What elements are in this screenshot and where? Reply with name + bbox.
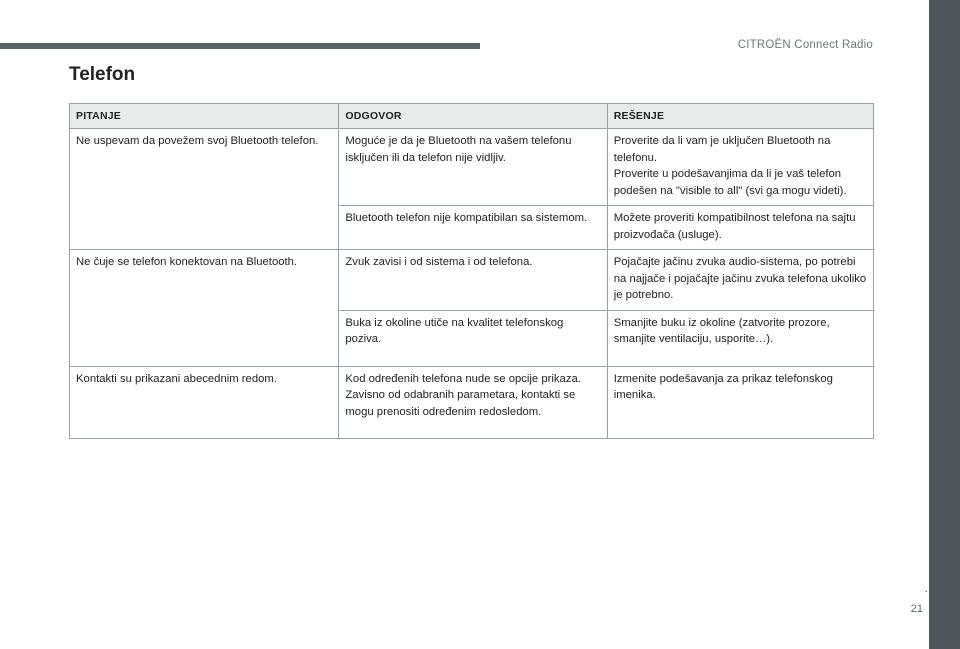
header-rule xyxy=(0,43,480,49)
faq-table xyxy=(69,103,874,439)
page-dot: . xyxy=(924,581,928,595)
page-number: 21 xyxy=(910,603,923,615)
page-title: Telefon xyxy=(69,64,136,85)
table-row xyxy=(70,129,874,206)
question-cell: Ne čuje se telefon konektovan na Bluetooth. xyxy=(70,250,339,367)
answer-cell: Kod određenih telefona nude se opcije prikaza. Zavisno od odabranih parametara, kontakti se mogu prenositi određenim redosledom. xyxy=(339,366,607,438)
table-row xyxy=(70,366,874,438)
answer-cell: Moguće je da je Bluetooth na vašem telefonu isključen ili da telefon nije vidljiv. xyxy=(339,129,607,206)
column-header-question: PITANJE xyxy=(70,104,339,129)
header-brand: CITROËN Connect Radio xyxy=(737,39,873,51)
question-cell: Kontakti su prikazani abecednim redom. xyxy=(70,366,339,438)
question-cell: Ne uspevam da povežem svoj Bluetooth telefon. xyxy=(70,129,339,250)
table-row xyxy=(70,250,874,311)
solution-cell: Smanjite buku iz okoline (zatvorite prozore, smanjite ventilaciju, usporite…). xyxy=(607,310,873,366)
side-bar xyxy=(929,0,960,649)
solution-cell: Proverite da li vam je uključen Bluetooth na telefonu. Proverite u podešavanjima da li je vaš telefon podešen na "visible to all" (svi ga mogu videti). xyxy=(607,129,873,206)
solution-cell: Možete proveriti kompatibilnost telefona na sajtu proizvođača (usluge). xyxy=(607,206,873,250)
solution-cell: Pojačajte jačinu zvuka audio-sistema, po potrebi na najjače i pojačajte jačinu zvuka telefona ukoliko je potrebno. xyxy=(607,250,873,311)
solution-cell: Izmenite podešavanja za prikaz telefonskog imenika. xyxy=(607,366,873,438)
answer-cell: Buka iz okoline utiče na kvalitet telefonskog poziva. xyxy=(339,310,607,366)
answer-cell: Bluetooth telefon nije kompatibilan sa sistemom. xyxy=(339,206,607,250)
column-header-solution: REŠENJE xyxy=(607,104,873,129)
table-header-row xyxy=(70,104,874,129)
answer-cell: Zvuk zavisi i od sistema i od telefona. xyxy=(339,250,607,311)
column-header-answer: ODGOVOR xyxy=(339,104,607,129)
